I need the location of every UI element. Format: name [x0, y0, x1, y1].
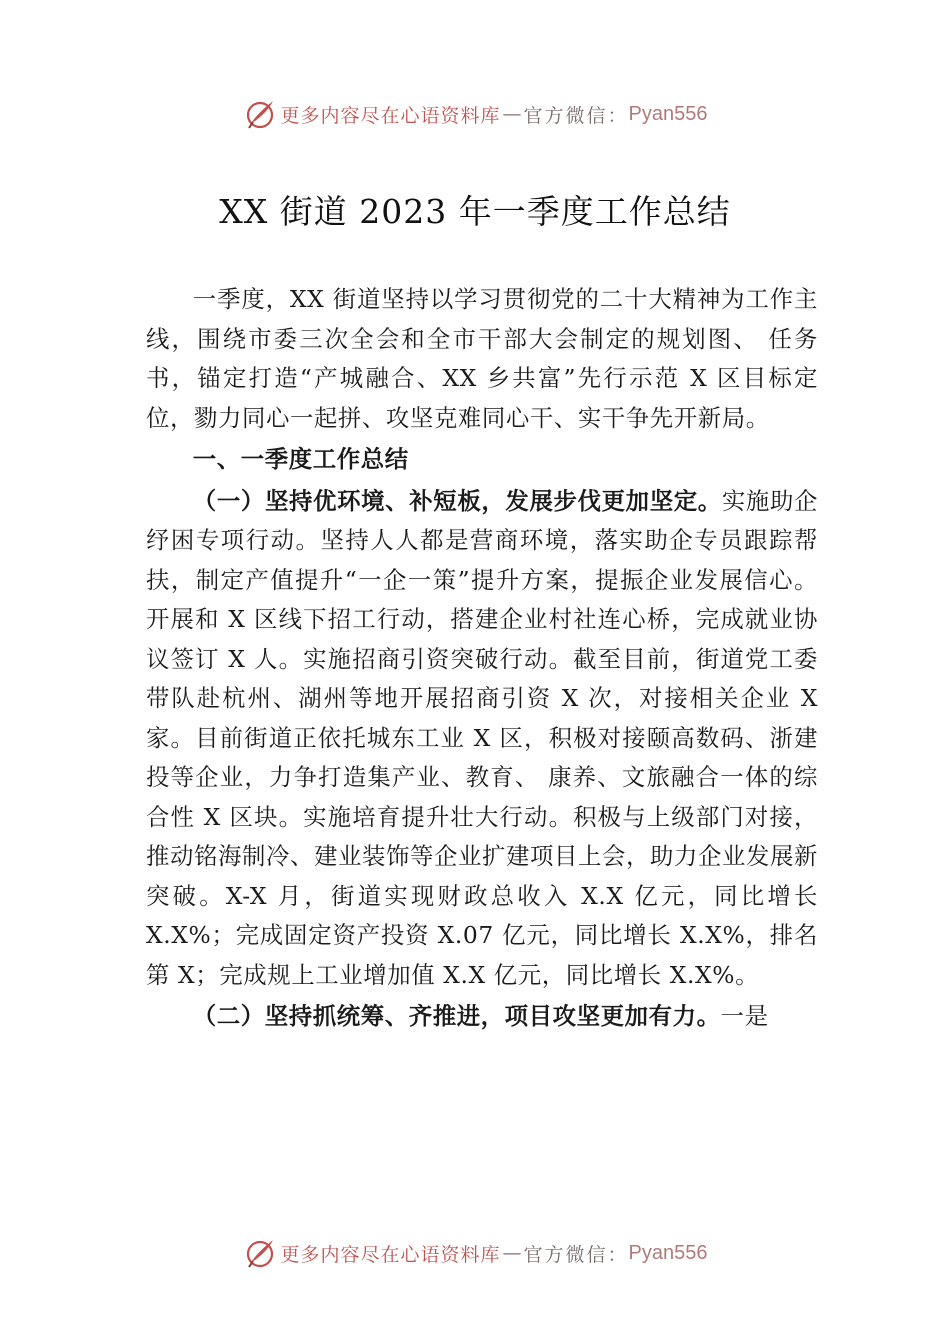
banner-brand-text: 更多内容尽在心语资料库: [280, 104, 501, 127]
banner-dash: —: [502, 103, 522, 125]
subsection-2-heading: （二）坚持抓统筹、齐推进，项目攻坚更加有力。: [192, 1002, 721, 1030]
quill-logo-icon: [243, 1236, 277, 1270]
footer-wechat-id: Pyan556: [628, 1241, 708, 1264]
subsection-1-paragraph: [146, 482, 818, 996]
subsection-1-heading: （一）坚持优环境、补短板，发展步伐更加坚定。: [192, 486, 722, 515]
subsection-1-body: 实施助企纾困专项行动。坚持人人都是营商环境，落实助企专员跟踪帮扶，制定产值提升“一企一策”提升方案，提振企业发展信心。开展和 X 区线下招工行动，搭建企业村社连心桥，完成就业协议签订 X 人。实施招商引资突破行动。截至目前，街道党工委带队赴杭州、湖州等地开展招商引资 X 次，对接相关企业 X 家。目前街道正依托城东工业 X 区，积极对接颐高数码、浙建投等企业，力争打造集产业、教育、 康养、文旅融合一体的综合性 X 区块。实施培育提升壮大行动。积极与上级部门对接，推动铭海制冷、建业装饰等企业扩建项目上会，助力企业发展新突破。X-X 月，街道实现财政总收入 X.X 亿元，同比增长 X.X%；完成固定资产投资 X.07 亿元，同比增长 X.X%，排名第 X；完成规上工业增加值 X.X 亿元，同比增长 X.X%。: [146, 486, 818, 989]
footer-watermark-banner: [0, 1233, 950, 1273]
banner-wechat-label: 官方微信：: [523, 104, 629, 127]
subsection-2-paragraph: [146, 997, 818, 1037]
footer-dash: —: [502, 1242, 522, 1264]
header-watermark-banner: [0, 94, 950, 134]
document-title: XX 街道 2023 年一季度工作总结: [219, 192, 731, 231]
section-heading-1: 一、一季度工作总结: [192, 445, 409, 473]
subsection-2-body: 一是: [720, 1002, 769, 1030]
footer-wechat-label: 官方微信：: [523, 1243, 629, 1266]
quill-logo-icon: [243, 97, 277, 131]
document-body: [146, 280, 818, 1037]
banner-wechat-id: Pyan556: [628, 102, 708, 125]
footer-brand-text: 更多内容尽在心语资料库: [280, 1243, 501, 1266]
intro-paragraph: 一季度，XX 街道坚持以学习贯彻党的二十大精神为工作主线，围绕市委三次全会和全市干部大会制定的规划图、 任务书，锚定打造“产城融合、XX 乡共富”先行示范 X 区目标定位，勠力同心一起拼、攻坚克难同心干、实干争先开新局。: [146, 285, 818, 432]
